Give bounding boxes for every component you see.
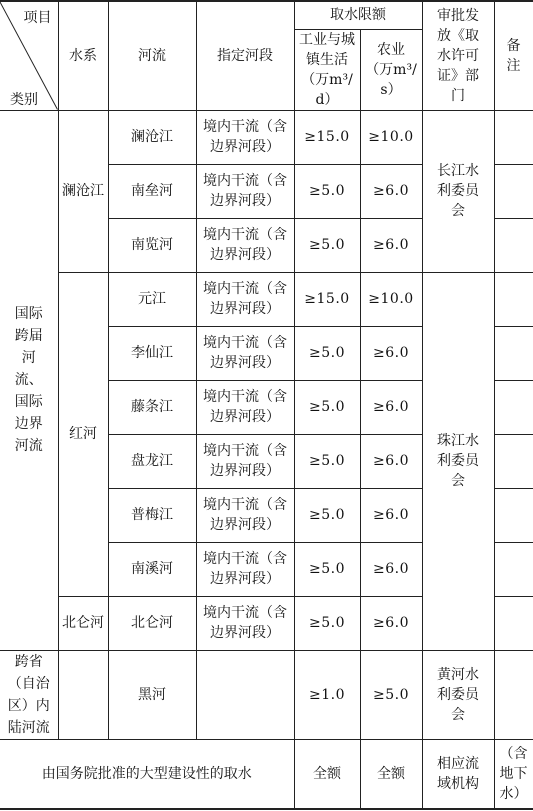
segment-cell: 境内干流（含边界河段） (196, 596, 294, 650)
remark-cell (494, 272, 533, 326)
river-cell: 元江 (108, 272, 196, 326)
category-interprovincial: 跨省（自治区）内陆河流 (0, 650, 58, 739)
industrial-cell: ≥5.0 (294, 596, 360, 650)
water-system-cell (58, 650, 108, 739)
industrial-cell: ≥5.0 (294, 326, 360, 380)
agriculture-cell: ≥6.0 (360, 434, 422, 488)
river-cell: 李仙江 (108, 326, 196, 380)
industrial-cell: ≥15.0 (294, 110, 360, 164)
agriculture-cell: ≥6.0 (360, 596, 422, 650)
industrial-full: 全额 (294, 739, 360, 809)
category-international: 国际跨届河流、国际边界河流 (0, 110, 58, 650)
remark-groundwater: （含地下水） (494, 739, 533, 809)
remark-cell (494, 326, 533, 380)
remark-cell (494, 218, 533, 272)
segment-cell: 境内干流（含边界河段） (196, 380, 294, 434)
remark-cell (494, 434, 533, 488)
agriculture-cell: ≥10.0 (360, 110, 422, 164)
industrial-cell: ≥5.0 (294, 542, 360, 596)
approver-huanghe: 黄河水利委员会 (422, 650, 494, 739)
river-cell: 北仑河 (108, 596, 196, 650)
water-system-honghe: 红河 (58, 272, 108, 596)
agriculture-cell: ≥6.0 (360, 326, 422, 380)
remark-header: 备注 (494, 1, 533, 110)
category-label: 类别 (10, 91, 38, 108)
water-system-header: 水系 (58, 1, 108, 110)
water-system-beilun: 北仑河 (58, 596, 108, 650)
remark-cell (494, 164, 533, 218)
segment-cell: 境内干流（含边界河段） (196, 272, 294, 326)
agriculture-cell: ≥6.0 (360, 218, 422, 272)
agriculture-full: 全额 (360, 739, 422, 809)
river-cell: 澜沧江 (108, 110, 196, 164)
segment-cell: 境内干流（含边界河段） (196, 110, 294, 164)
remark-cell (494, 596, 533, 650)
river-cell: 藤条江 (108, 380, 196, 434)
agriculture-header: 农业（万m³/s） (360, 29, 422, 110)
river-cell: 南览河 (108, 218, 196, 272)
river-cell: 南溪河 (108, 542, 196, 596)
agriculture-cell: ≥6.0 (360, 488, 422, 542)
segment-cell: 境内干流（含边界河段） (196, 326, 294, 380)
industrial-header: 工业与城镇生活（万m³/d） (294, 29, 360, 110)
agriculture-cell: ≥6.0 (360, 164, 422, 218)
segment-cell: 境内干流（含边界河段） (196, 434, 294, 488)
segment-cell: 境内干流（含边界河段） (196, 218, 294, 272)
remark-cell (494, 380, 533, 434)
industrial-cell: ≥15.0 (294, 272, 360, 326)
approver-basin: 相应流域机构 (422, 739, 494, 809)
segment-header: 指定河段 (196, 1, 294, 110)
industrial-cell: ≥5.0 (294, 488, 360, 542)
remark-cell (494, 542, 533, 596)
river-header: 河流 (108, 1, 196, 110)
agriculture-cell: ≥5.0 (360, 650, 422, 739)
item-label: 项目 (23, 10, 52, 26)
segment-cell: 境内干流（含边界河段） (196, 164, 294, 218)
river-cell: 黑河 (108, 650, 196, 739)
industrial-cell: ≥1.0 (294, 650, 360, 739)
river-cell: 普梅江 (108, 488, 196, 542)
river-cell: 南垒河 (108, 164, 196, 218)
approver-zhujiang: 珠江水利委员会 (422, 272, 494, 650)
segment-cell: 境内干流（含边界河段） (196, 488, 294, 542)
agriculture-cell: ≥10.0 (360, 272, 422, 326)
remark-cell (494, 488, 533, 542)
agriculture-cell: ≥6.0 (360, 380, 422, 434)
state-council-label: 由国务院批准的大型建设性的取水 (0, 739, 294, 809)
quota-header: 取水限额 (294, 1, 422, 29)
agriculture-cell: ≥6.0 (360, 542, 422, 596)
approver-changjiang: 长江水利委员会 (422, 110, 494, 272)
remark-cell (494, 650, 533, 739)
remark-cell (494, 110, 533, 164)
water-system-lancang: 澜沧江 (58, 110, 108, 272)
industrial-cell: ≥5.0 (294, 380, 360, 434)
industrial-cell: ≥5.0 (294, 434, 360, 488)
segment-cell (196, 650, 294, 739)
industrial-cell: ≥5.0 (294, 164, 360, 218)
approver-header: 审批发放《取水许可证》部门 (422, 1, 494, 110)
header-diagonal-cell (0, 1, 58, 110)
segment-cell: 境内干流（含边界河段） (196, 542, 294, 596)
river-cell: 盘龙江 (108, 434, 196, 488)
industrial-cell: ≥5.0 (294, 218, 360, 272)
